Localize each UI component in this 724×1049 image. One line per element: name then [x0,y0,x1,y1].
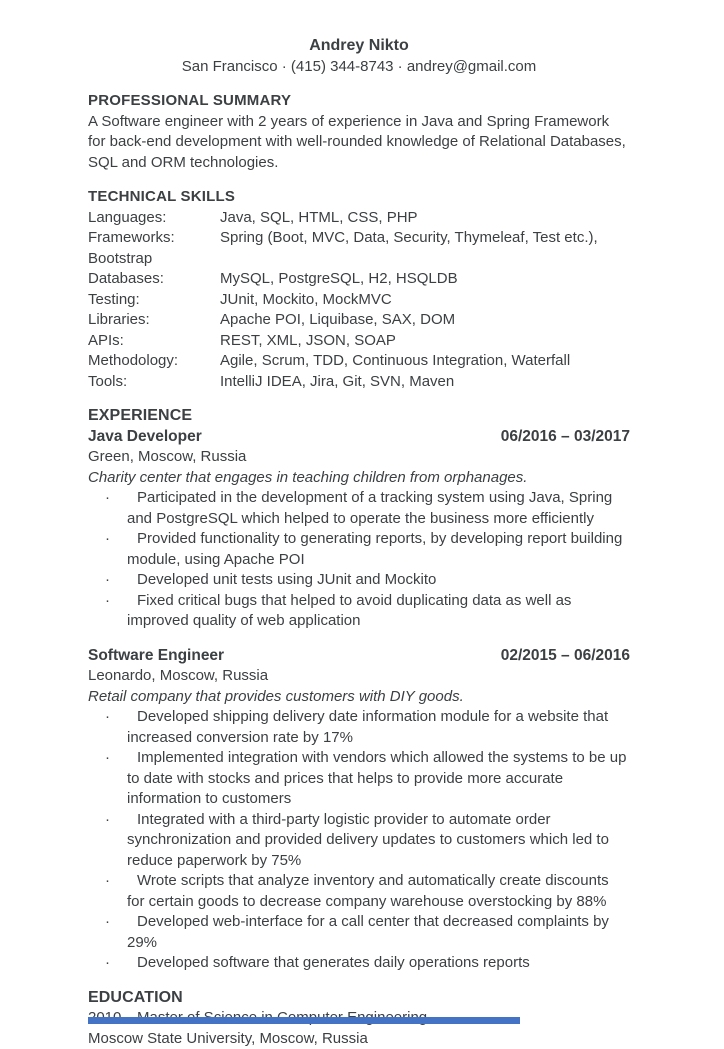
skill-row-databases [88,269,630,290]
bullet-marker: · [105,912,110,933]
job-entry-software-engineer [88,646,630,974]
job-company: Leonardo, Moscow, Russia [88,666,630,687]
bullet-marker: · [105,529,110,550]
job-description: Charity center that engages in teaching children from orphanages. [88,468,630,489]
skill-value: REST, XML, JSON, SOAP [220,331,630,352]
skill-row-languages [88,208,630,229]
section-experience [88,406,630,974]
bullet-item [88,871,630,912]
skill-value: Java, SQL, HTML, CSS, PHP [220,208,630,229]
contact-line: San Francisco · (415) 344-8743 · andrey@gmail.com [88,57,630,78]
job-header [88,427,630,448]
skill-row-tools [88,372,630,393]
job-entry-java-developer [88,427,630,632]
skill-label: Tools: [88,372,220,393]
skill-value [220,249,630,270]
section-technical-skills [88,187,630,392]
bullet-item [88,748,630,810]
skill-label: Bootstrap [88,249,220,270]
job-header [88,646,630,667]
bullet-text: Wrote scripts that analyze inventory and automatically create discounts for certain goods to decrease company warehouse overstocking by 88% [127,871,630,912]
skill-value: IntelliJ IDEA, Jira, Git, SVN, Maven [220,372,630,393]
bullet-text: Participated in the development of a tracking system using Java, Spring and PostgreSQL which helped to operate the business more efficiently [127,488,630,529]
bullet-text: Developed shipping delivery date information module for a website that increased conversion rate by 17% [127,707,630,748]
skill-row-frameworks [88,228,630,249]
skill-value: Apache POI, Liquibase, SAX, DOM [220,310,630,331]
skill-label: Libraries: [88,310,220,331]
skill-label: APIs: [88,331,220,352]
bullet-item [88,810,630,872]
bullet-marker: · [105,707,110,728]
bullet-marker: · [105,488,110,509]
job-bullet-list [88,488,630,632]
bullet-marker: · [105,953,110,974]
job-dates: 02/2015 – 06/2016 [501,646,630,667]
professional-summary-heading: PROFESSIONAL SUMMARY [88,91,630,112]
skill-label: Frameworks: [88,228,220,249]
job-bullet-list [88,707,630,974]
bullet-marker: · [105,871,110,892]
bullet-text: Fixed critical bugs that helped to avoid duplicating data as well as improved quality of web application [127,591,630,632]
skill-value: MySQL, PostgreSQL, H2, HSQLDB [220,269,630,290]
professional-summary-body: A Software engineer with 2 years of experience in Java and Spring Framework for back-end development with well-rounded knowledge of Relational Databases, SQL and ORM technologies. [88,112,630,174]
skill-value: Spring (Boot, MVC, Data, Security, Thymeleaf, Test etc.), [220,228,630,249]
bullet-text: Developed web-interface for a call center that decreased complaints by 29% [127,912,630,953]
job-title: Java Developer [88,427,202,448]
technical-skills-heading: TECHNICAL SKILLS [88,187,630,208]
resume-header [88,36,630,77]
skill-value: JUnit, Mockito, MockMVC [220,290,630,311]
skill-label: Languages: [88,208,220,229]
bullet-text: Developed software that generates daily operations reports [127,953,630,974]
skill-row-testing [88,290,630,311]
job-description: Retail company that provides customers with DIY goods. [88,687,630,708]
candidate-name: Andrey Nikto [88,36,630,57]
section-professional-summary [88,91,630,173]
skill-row-methodology [88,351,630,372]
bullet-text: Provided functionality to generating reports, by developing report building module, using Apache POI [127,529,630,570]
job-title: Software Engineer [88,646,224,667]
skill-row-frameworks-overflow [88,249,630,270]
skill-row-apis [88,331,630,352]
skill-label: Databases: [88,269,220,290]
bullet-item [88,707,630,748]
bullet-marker: · [105,591,110,612]
skill-row-libraries [88,310,630,331]
bullet-item [88,570,630,591]
bullet-marker: · [105,748,110,769]
bullet-item [88,529,630,570]
skill-label: Testing: [88,290,220,311]
partial-bottom-blue-bar [88,1017,520,1024]
bullet-text: Developed unit tests using JUnit and Mockito [127,570,630,591]
bullet-marker: · [105,810,110,831]
bullet-item [88,953,630,974]
experience-heading: EXPERIENCE [88,406,630,427]
skill-value: Agile, Scrum, TDD, Continuous Integration, Waterfall [220,351,630,372]
education-school: Moscow State University, Moscow, Russia [88,1029,630,1049]
bullet-item [88,488,630,529]
job-company: Green, Moscow, Russia [88,447,630,468]
bullet-text: Implemented integration with vendors which allowed the systems to be up to date with stocks and prices that helps to provide more accurate information to customers [127,748,630,810]
bullet-item [88,591,630,632]
skill-label: Methodology: [88,351,220,372]
job-dates: 06/2016 – 03/2017 [501,427,630,448]
bullet-marker: · [105,570,110,591]
bullet-item [88,912,630,953]
education-heading: EDUCATION [88,988,630,1009]
bullet-text: Integrated with a third-party logistic provider to automate order synchronization and provided delivery updates to customers which led to reduce paperwork by 75% [127,810,630,872]
